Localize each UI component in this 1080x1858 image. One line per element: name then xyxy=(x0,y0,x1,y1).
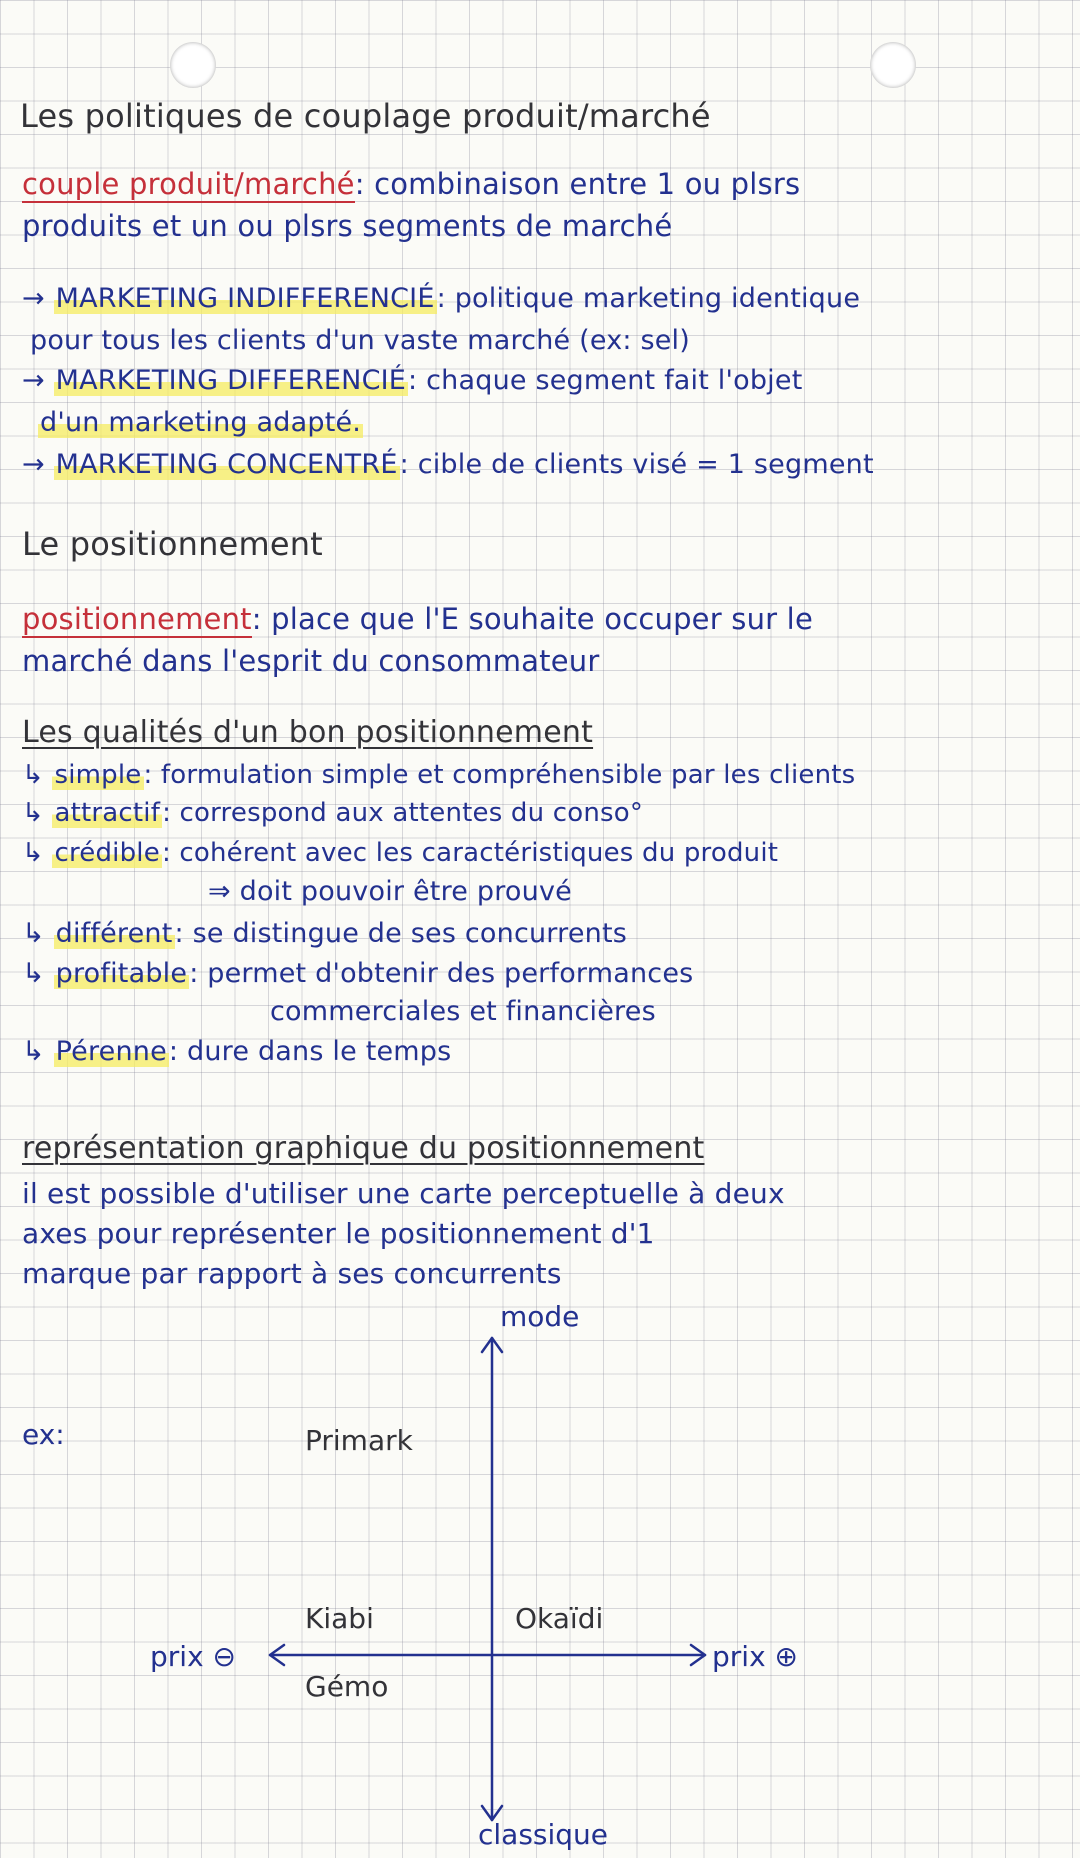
marketing-term-differencie: MARKETING DIFFERENCIÉ xyxy=(55,365,407,396)
marketing-def-concentre: : cible de clients visé = 1 segment xyxy=(399,449,874,480)
qualite-term: différent xyxy=(55,918,173,949)
marketing-def-differencie: : chaque segment fait l'objet xyxy=(408,365,803,396)
representation-heading-text: représentation graphique du positionnement xyxy=(22,1131,705,1166)
page-title-text: Les politiques de couplage produit/marché xyxy=(20,97,711,135)
qualite-text: : se distingue de ses concurrents xyxy=(174,918,628,949)
couple-def-1: : combinaison entre 1 ou plsrs xyxy=(354,167,801,201)
couple-def-2: produits et un ou plsrs segments de marché xyxy=(22,209,673,243)
qualite-text: : dure dans le temps xyxy=(168,1036,452,1067)
qualite-text: : formulation simple et compréhensible par les clients xyxy=(143,760,856,790)
qualite-term: crédible xyxy=(54,838,160,868)
qualite-cont-text: commerciales et financières xyxy=(270,996,656,1027)
ex-label: ex: xyxy=(22,1418,65,1451)
qualite-text: : cohérent avec les caractéristiques du produit xyxy=(161,838,779,868)
marketing-term-indifferencie: MARKETING INDIFFERENCIÉ xyxy=(55,283,435,314)
qualite-cont-text: ⇒ doit pouvoir être prouvé xyxy=(208,876,572,907)
marketing-term-concentre: MARKETING CONCENTRÉ xyxy=(55,449,398,480)
qualite-text: : correspond aux attentes du conso° xyxy=(162,798,644,828)
corner-arrow-icon: ↳ xyxy=(22,798,44,828)
qualite-term: Pérenne xyxy=(55,1036,167,1067)
qualite-term: profitable xyxy=(55,958,188,989)
brand-primark: Primark xyxy=(305,1424,413,1457)
marketing-def-differencie-cont: d'un marketing adapté. xyxy=(40,407,362,438)
qualite-text: : permet d'obtenir des performances xyxy=(189,958,694,989)
corner-arrow-icon: ↳ xyxy=(22,918,45,949)
arrow-right-icon: → xyxy=(22,449,45,480)
marketing-def-indifferencie-cont: pour tous les clients d'un vaste marché (ex: sel) xyxy=(30,325,690,356)
brand-okaidi: Okaïdi xyxy=(515,1602,604,1635)
axis-label-left: prix ⊖ xyxy=(150,1640,236,1673)
axis-label-right: prix ⊕ xyxy=(712,1640,798,1673)
positionnement-def-1: : place que l'E souhaite occuper sur le xyxy=(251,602,813,636)
positionnement-def-2: marché dans l'esprit du consommateur xyxy=(22,644,600,678)
positionnement-term: positionnement xyxy=(22,602,252,636)
representation-text: axes pour représenter le positionnement d'1 xyxy=(22,1217,655,1250)
corner-arrow-icon: ↳ xyxy=(22,760,44,790)
corner-arrow-icon: ↳ xyxy=(22,958,45,989)
arrow-right-icon: → xyxy=(22,283,45,314)
qualite-term: attractif xyxy=(54,798,161,828)
axis-label-top: mode xyxy=(500,1300,580,1333)
qualites-heading-text: Les qualités d'un bon positionnement xyxy=(22,715,594,750)
corner-arrow-icon: ↳ xyxy=(22,1036,45,1067)
arrow-right-icon: → xyxy=(22,365,45,396)
representation-text: il est possible d'utiliser une carte perceptuelle à deux xyxy=(22,1177,785,1210)
brand-gemo: Gémo xyxy=(305,1670,389,1703)
qualite-term: simple xyxy=(54,760,142,790)
corner-arrow-icon: ↳ xyxy=(22,838,44,868)
brand-kiabi: Kiabi xyxy=(305,1602,374,1635)
marketing-def-indifferencie: : politique marketing identique xyxy=(436,283,861,314)
representation-text: marque par rapport à ses concurrents xyxy=(22,1257,562,1290)
couple-term: couple produit/marché xyxy=(22,167,355,201)
positionnement-heading-text: Le positionnement xyxy=(22,525,323,563)
axis-label-bottom: classique xyxy=(478,1818,609,1851)
